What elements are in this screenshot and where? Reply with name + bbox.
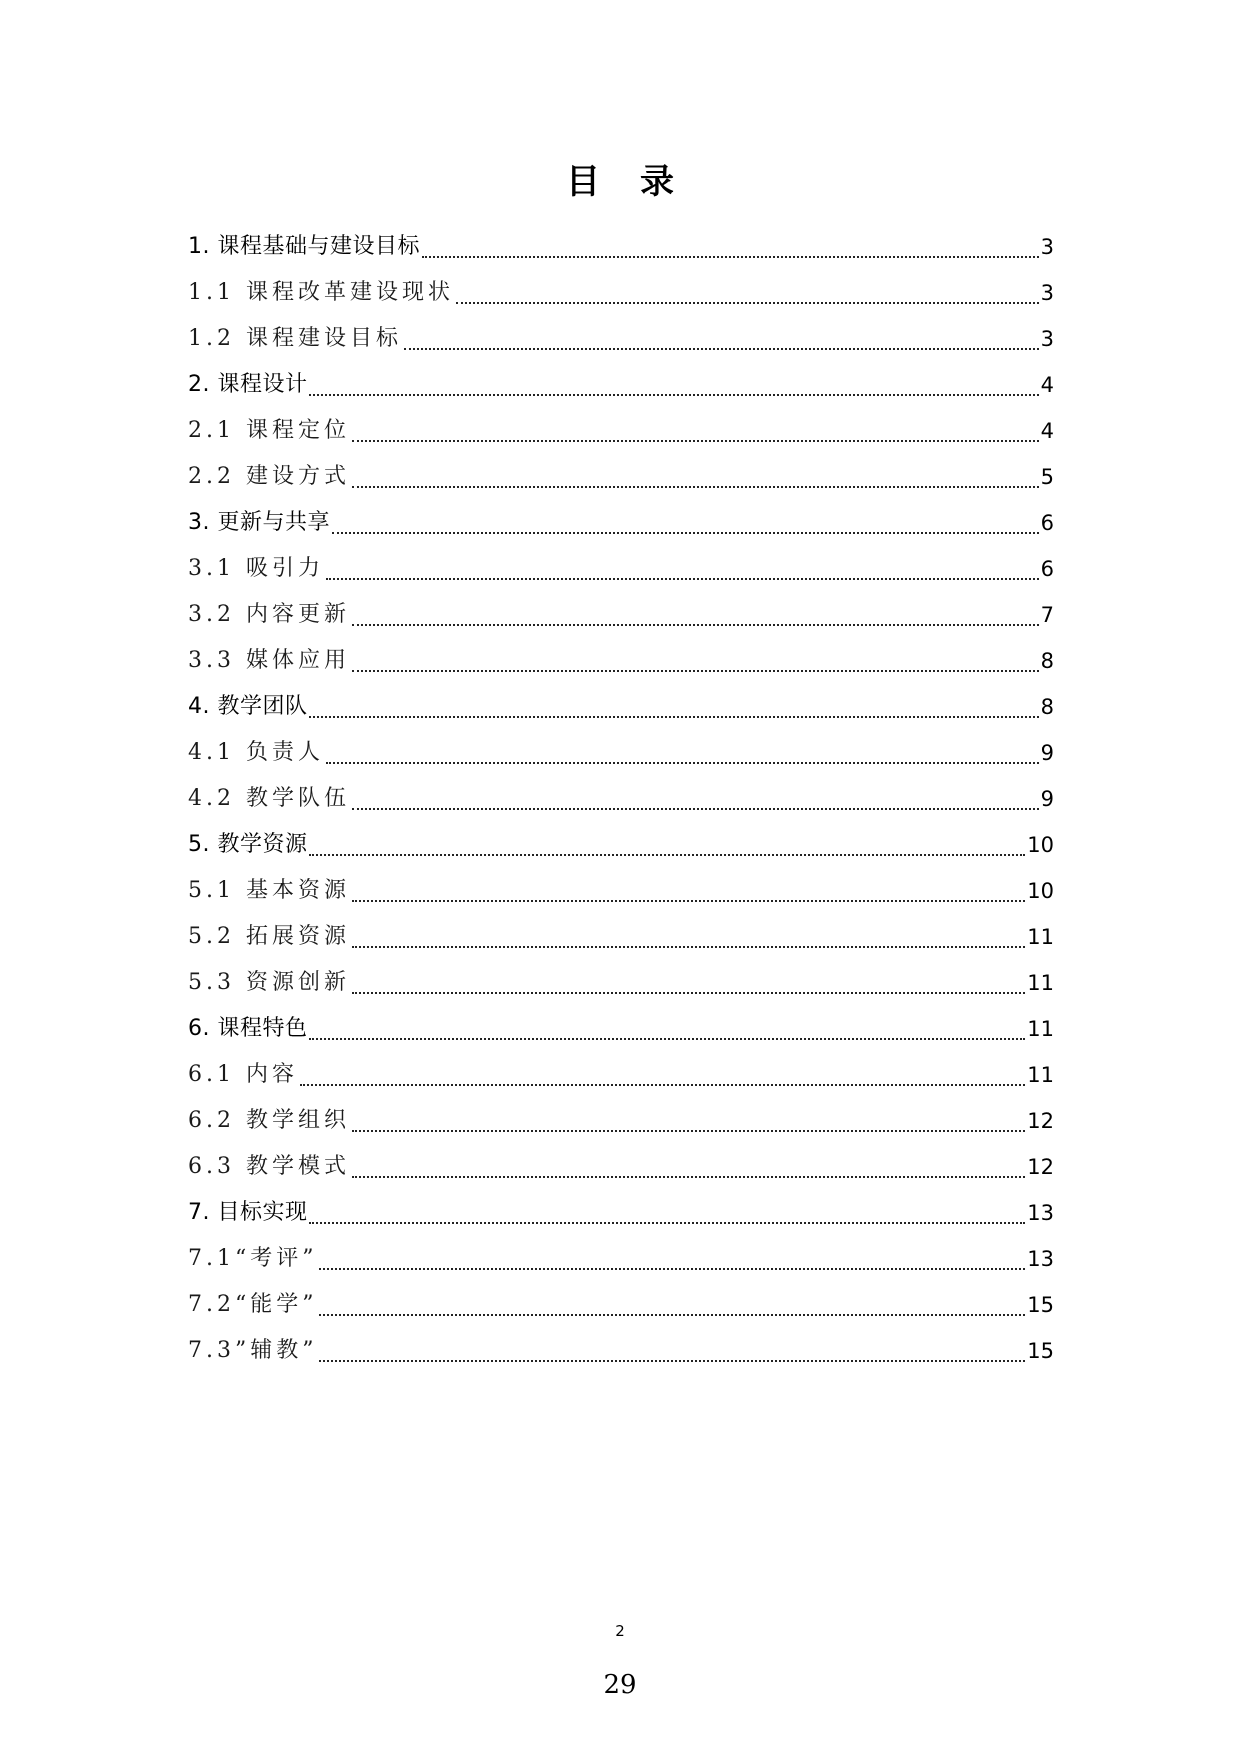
footer-page-number-small: 2 [615, 1622, 625, 1640]
toc-entry-page-number: 12 [1027, 1155, 1054, 1179]
toc-dot-leader [352, 440, 1039, 442]
toc-dot-leader [309, 1222, 1025, 1224]
toc-entry-label: 6. 课程特色 [188, 1016, 308, 1041]
toc-entry-page-number: 11 [1027, 971, 1054, 995]
toc-dot-leader [309, 716, 1038, 718]
toc-entry-label: 6.3 教学模式 [188, 1154, 350, 1179]
toc-entry-label: 3.3 媒体应用 [188, 648, 350, 673]
toc-entry-label: 7.2“能学” [188, 1292, 318, 1317]
toc-entry-section[interactable] [188, 730, 1054, 776]
toc-dot-leader [352, 808, 1039, 810]
toc-dot-leader [352, 900, 1025, 902]
toc-entry-chapter[interactable] [188, 1006, 1054, 1052]
toc-dot-leader [309, 1038, 1025, 1040]
footer-page-number-large: 29 [603, 1670, 637, 1700]
toc-entry-section[interactable] [188, 546, 1054, 592]
toc-dot-leader [404, 348, 1039, 350]
toc-dot-leader [352, 670, 1039, 672]
toc-dot-leader [456, 302, 1039, 304]
toc-entry-section[interactable] [188, 960, 1054, 1006]
toc-entry-page-number: 9 [1040, 741, 1054, 765]
toc-entry-label: 3. 更新与共享 [188, 510, 330, 535]
toc-entry-label: 3.1 吸引力 [188, 556, 324, 581]
toc-entry-section[interactable] [188, 592, 1054, 638]
toc-entry-chapter[interactable] [188, 224, 1054, 270]
toc-entry-label: 4.1 负责人 [188, 740, 324, 765]
toc-entry-section[interactable] [188, 638, 1054, 684]
toc-list [188, 224, 1054, 1374]
toc-dot-leader [309, 394, 1038, 396]
toc-dot-leader [319, 1268, 1025, 1270]
toc-entry-section[interactable] [188, 1236, 1054, 1282]
toc-dot-leader [352, 992, 1025, 994]
toc-entry-chapter[interactable] [188, 684, 1054, 730]
toc-entry-page-number: 8 [1040, 649, 1054, 673]
toc-entry-page-number: 10 [1027, 833, 1054, 857]
toc-entry-chapter[interactable] [188, 362, 1054, 408]
toc-entry-label: 5.3 资源创新 [188, 970, 350, 995]
toc-entry-section[interactable] [188, 454, 1054, 500]
toc-entry-chapter[interactable] [188, 500, 1054, 546]
toc-dot-leader [319, 1360, 1025, 1362]
toc-dot-leader [352, 946, 1025, 948]
toc-entry-page-number: 15 [1027, 1293, 1054, 1317]
toc-title: 目录 [566, 162, 714, 202]
toc-entry-page-number: 3 [1040, 235, 1054, 259]
toc-entry-section[interactable] [188, 1144, 1054, 1190]
toc-entry-label: 7.3”辅教” [188, 1338, 318, 1363]
toc-entry-label: 5.2 拓展资源 [188, 924, 350, 949]
toc-entry-section[interactable] [188, 914, 1054, 960]
toc-entry-label: 4. 教学团队 [188, 694, 308, 719]
toc-entry-section[interactable] [188, 776, 1054, 822]
toc-entry-section[interactable] [188, 868, 1054, 914]
toc-dot-leader [326, 578, 1039, 580]
toc-entry-label: 5.1 基本资源 [188, 878, 350, 903]
toc-entry-label: 2. 课程设计 [188, 372, 308, 397]
toc-entry-page-number: 6 [1040, 557, 1054, 581]
toc-entry-page-number: 11 [1027, 1063, 1054, 1087]
toc-dot-leader [352, 486, 1039, 488]
toc-entry-section[interactable] [188, 1098, 1054, 1144]
toc-entry-label: 7.1“考评” [188, 1246, 318, 1271]
toc-entry-label: 2.1 课程定位 [188, 418, 350, 443]
toc-entry-page-number: 8 [1040, 695, 1054, 719]
toc-entry-page-number: 3 [1040, 281, 1054, 305]
toc-entry-page-number: 3 [1040, 327, 1054, 351]
toc-entry-page-number: 11 [1027, 1017, 1054, 1041]
toc-entry-page-number: 9 [1040, 787, 1054, 811]
toc-dot-leader [319, 1314, 1025, 1316]
toc-entry-chapter[interactable] [188, 822, 1054, 868]
toc-entry-page-number: 13 [1027, 1201, 1054, 1225]
toc-entry-section[interactable] [188, 316, 1054, 362]
toc-entry-label: 4.2 教学队伍 [188, 786, 350, 811]
toc-entry-page-number: 4 [1040, 373, 1054, 397]
toc-entry-page-number: 5 [1040, 465, 1054, 489]
toc-entry-section[interactable] [188, 408, 1054, 454]
toc-entry-section[interactable] [188, 1328, 1054, 1374]
toc-dot-leader [332, 532, 1039, 534]
toc-entry-page-number: 10 [1027, 879, 1054, 903]
toc-dot-leader [309, 854, 1025, 856]
toc-entry-label: 1. 课程基础与建设目标 [188, 234, 420, 259]
toc-entry-page-number: 4 [1040, 419, 1054, 443]
toc-entry-page-number: 11 [1027, 925, 1054, 949]
toc-dot-leader [422, 256, 1039, 258]
toc-entry-page-number: 12 [1027, 1109, 1054, 1133]
toc-entry-section[interactable] [188, 1282, 1054, 1328]
toc-entry-label: 1.2 课程建设目标 [188, 326, 402, 351]
toc-entry-label: 1.1 课程改革建设现状 [188, 280, 454, 305]
toc-entry-label: 2.2 建设方式 [188, 464, 350, 489]
toc-entry-label: 6.2 教学组织 [188, 1108, 350, 1133]
toc-dot-leader [352, 1130, 1025, 1132]
toc-entry-page-number: 7 [1040, 603, 1054, 627]
toc-entry-chapter[interactable] [188, 1190, 1054, 1236]
toc-dot-leader [352, 1176, 1025, 1178]
toc-entry-section[interactable] [188, 270, 1054, 316]
toc-dot-leader [352, 624, 1039, 626]
toc-entry-label: 6.1 内容 [188, 1062, 298, 1087]
toc-entry-page-number: 6 [1040, 511, 1054, 535]
toc-entry-page-number: 13 [1027, 1247, 1054, 1271]
toc-dot-leader [300, 1084, 1025, 1086]
toc-entry-page-number: 15 [1027, 1339, 1054, 1363]
toc-entry-label: 7. 目标实现 [188, 1200, 308, 1225]
toc-dot-leader [326, 762, 1039, 764]
toc-entry-label: 5. 教学资源 [188, 832, 308, 857]
toc-entry-label: 3.2 内容更新 [188, 602, 350, 627]
toc-entry-section[interactable] [188, 1052, 1054, 1098]
